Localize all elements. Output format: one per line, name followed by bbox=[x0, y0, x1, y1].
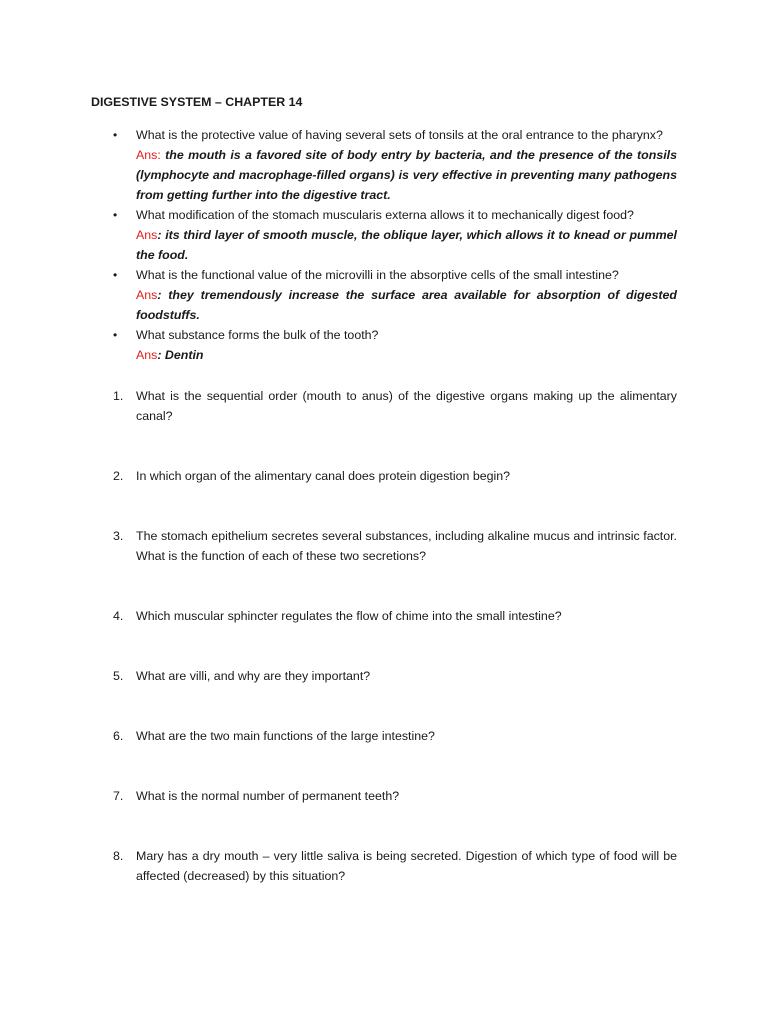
answer-label: Ans: bbox=[136, 148, 161, 162]
numbered-question bbox=[91, 466, 677, 486]
review-bullet-list bbox=[91, 125, 677, 365]
answer-text: the mouth is a favored site of body entry by bacteria, and the presence of the tonsils (lymphocyte and macrophage-filled organs) is very effective in preventing many pathogens from getting further into the digestive tract. bbox=[136, 148, 677, 202]
bullet-answer bbox=[136, 225, 677, 265]
bullet-question: What is the functional value of the microvilli in the absorptive cells of the small intestine? bbox=[136, 268, 619, 282]
numbered-question bbox=[91, 726, 677, 746]
question-number: 8. bbox=[113, 849, 124, 863]
bullet-item bbox=[91, 265, 677, 325]
answer-label: Ans bbox=[136, 288, 158, 302]
question-text: What is the sequential order (mouth to anus) of the digestive organs making up the alimentary canal? bbox=[136, 389, 677, 423]
question-number: 3. bbox=[113, 529, 124, 543]
bullet-item bbox=[91, 325, 677, 365]
question-text: Which muscular sphincter regulates the flow of chime into the small intestine? bbox=[136, 609, 562, 623]
numbered-question bbox=[91, 786, 677, 806]
numbered-question bbox=[91, 666, 677, 686]
bullet-icon: • bbox=[113, 128, 118, 142]
question-number: 7. bbox=[113, 789, 124, 803]
question-number: 1. bbox=[113, 389, 124, 403]
bullet-answer bbox=[136, 285, 677, 325]
answer-label: Ans bbox=[136, 228, 158, 242]
question-text: What are the two main functions of the large intestine? bbox=[136, 729, 435, 743]
answer-text: : its third layer of smooth muscle, the oblique layer, which allows it to knead or pummel the food. bbox=[136, 228, 677, 262]
answer-text: : they tremendously increase the surface area available for absorption of digested foodstuffs. bbox=[136, 288, 677, 322]
answer-text: : Dentin bbox=[157, 348, 204, 362]
numbered-question bbox=[91, 606, 677, 626]
bullet-icon: • bbox=[113, 328, 118, 342]
numbered-question bbox=[91, 386, 677, 426]
bullet-answer bbox=[136, 145, 677, 205]
numbered-question bbox=[91, 526, 677, 566]
question-text: The stomach epithelium secretes several substances, including alkaline mucus and intrinsic factor. What is the function of each of these two secretions? bbox=[136, 529, 677, 563]
numbered-question-list bbox=[91, 386, 677, 926]
bullet-answer bbox=[136, 345, 677, 365]
question-text: What are villi, and why are they important? bbox=[136, 669, 371, 683]
bullet-icon: • bbox=[113, 268, 118, 282]
bullet-question: What substance forms the bulk of the tooth? bbox=[136, 328, 379, 342]
question-text: In which organ of the alimentary canal does protein digestion begin? bbox=[136, 469, 511, 483]
bullet-question: What is the protective value of having several sets of tonsils at the oral entrance to the pharynx? bbox=[136, 128, 663, 142]
question-number: 6. bbox=[113, 729, 124, 743]
question-text: Mary has a dry mouth – very little saliva is being secreted. Digestion of which type of food will be affected (decreased) by this situation? bbox=[136, 849, 677, 883]
question-number: 2. bbox=[113, 469, 124, 483]
answer-label: Ans bbox=[136, 348, 158, 362]
bullet-question: What modification of the stomach muscularis externa allows it to mechanically digest food? bbox=[136, 208, 634, 222]
bullet-item bbox=[91, 125, 677, 205]
question-number: 5. bbox=[113, 669, 124, 683]
question-text: What is the normal number of permanent teeth? bbox=[136, 789, 400, 803]
bullet-item bbox=[91, 205, 677, 265]
bullet-icon: • bbox=[113, 208, 118, 222]
numbered-question bbox=[91, 846, 677, 886]
question-number: 4. bbox=[113, 609, 124, 623]
page-title: DIGESTIVE SYSTEM – CHAPTER 14 bbox=[91, 95, 303, 109]
